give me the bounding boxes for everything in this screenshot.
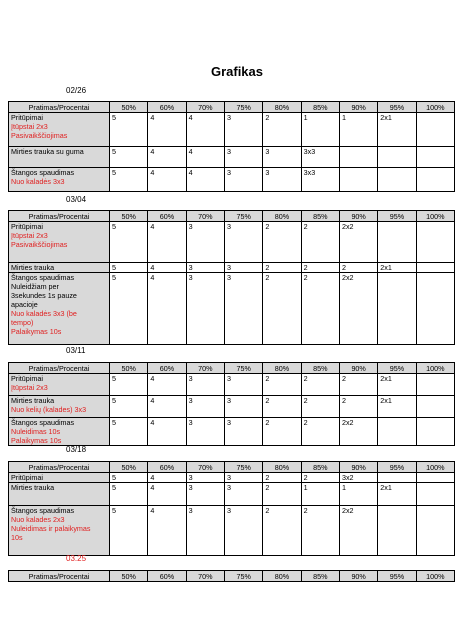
value-cell: 2 [263,263,301,273]
exercise-cell [9,374,110,396]
exercise-cell [9,418,110,446]
header-percent: 60% [148,211,186,222]
value-cell: 5 [110,506,148,556]
value-cell: 1 [339,113,377,147]
exercise-note: Įtūpstai 2x3 [11,383,48,392]
exercise-cell [9,396,110,418]
value-cell: 2 [339,396,377,418]
value-cell: 1 [301,483,339,506]
value-cell [416,273,454,345]
value-cell: 3 [186,483,224,506]
section-date: 03/18 [66,445,87,454]
exercise-note: Pasivaikščiojimas [11,131,68,140]
exercise-name: Mirties trauka [11,483,55,492]
header-percent: 50% [110,462,148,473]
value-cell: 5 [110,374,148,396]
exercise-name: Pritūpimai [11,113,43,122]
exercise-cell [9,147,110,168]
value-cell: 3 [224,506,262,556]
value-cell [416,147,454,168]
value-cell: 5 [110,113,148,147]
header-percent: 95% [378,462,416,473]
header-percent: 85% [301,102,339,113]
value-cell: 3x3 [301,168,339,192]
section-date: 03/04 [66,195,87,204]
header-row [9,363,455,374]
value-cell [416,473,454,483]
exercise-cell [9,273,110,345]
header-percent: 80% [263,102,301,113]
value-cell: 2 [263,273,301,345]
table-row [9,263,455,273]
header-percent: 70% [186,211,224,222]
header-percent: 75% [224,102,262,113]
header-row [9,462,455,473]
header-percent: 75% [224,462,262,473]
header-percent: 90% [339,571,377,582]
value-cell: 2 [301,506,339,556]
header-percent: 80% [263,363,301,374]
header-percent: 90% [339,102,377,113]
exercise-note: Palaikymas 10s [11,327,62,336]
value-cell: 2 [263,483,301,506]
workout-table [8,362,455,446]
value-cell: 3 [224,396,262,418]
value-cell: 5 [110,273,148,345]
exercise-note: Nuo kelių (kalades) 3x3 [11,405,87,414]
value-cell: 3x3 [301,147,339,168]
value-cell: 2x2 [339,222,377,263]
value-cell [416,506,454,556]
value-cell: 2 [263,222,301,263]
exercise-note: Nuleidimas 10s [11,427,61,436]
value-cell [378,168,416,192]
header-percent: 90% [339,211,377,222]
value-cell: 3 [186,374,224,396]
value-cell: 1 [339,483,377,506]
header-percent: 85% [301,211,339,222]
exercise-name: Pritūpimai [11,222,43,231]
table-row [9,168,455,192]
value-cell: 5 [110,222,148,263]
value-cell: 4 [186,168,224,192]
value-cell: 2x1 [378,113,416,147]
table-row [9,473,455,483]
exercise-name: Mirties trauka su guma [11,147,84,156]
value-cell: 2 [263,396,301,418]
header-percent: 85% [301,462,339,473]
exercise-note: Nuleidimas ir palaikymas [11,524,91,533]
value-cell: 2 [263,418,301,446]
value-cell: 3 [186,273,224,345]
value-cell [339,168,377,192]
exercise-cell [9,113,110,147]
header-percent: 80% [263,462,301,473]
table-row [9,147,455,168]
value-cell: 5 [110,483,148,506]
exercise-cell [9,222,110,263]
header-percent: 60% [148,462,186,473]
header-percent: 70% [186,363,224,374]
value-cell: 2x2 [339,418,377,446]
value-cell: 5 [110,147,148,168]
value-cell: 4 [148,263,186,273]
header-percent: 95% [378,211,416,222]
header-percent: 100% [416,571,454,582]
header-row [9,102,455,113]
workout-table [8,570,455,582]
value-cell: 3 [224,418,262,446]
value-cell: 2 [301,418,339,446]
workout-table [8,461,455,556]
header-exercise: Pratimas/Procentai [9,102,110,113]
value-cell: 3 [263,147,301,168]
header-percent: 50% [110,211,148,222]
value-cell: 3 [186,473,224,483]
exercise-note: Pasivaikščiojimas [11,240,68,249]
value-cell: 2x2 [339,273,377,345]
value-cell: 3 [224,168,262,192]
value-cell: 4 [148,483,186,506]
header-percent: 70% [186,462,224,473]
header-percent: 95% [378,571,416,582]
value-cell: 2x1 [378,483,416,506]
exercise-name: Štangos spaudimas [11,506,75,515]
section-date: 03.25 [66,554,87,563]
exercise-name: Pritūpimai [11,374,43,383]
exercise-name: Mirties trauka [11,396,55,405]
value-cell [378,418,416,446]
exercise-note: Nuo kalades 2x3 [11,515,65,524]
value-cell: 5 [110,168,148,192]
header-row [9,571,455,582]
table-row [9,222,455,263]
value-cell [416,263,454,273]
header-percent: 100% [416,211,454,222]
page-title: Grafikas [210,64,264,79]
value-cell: 3 [224,222,262,263]
exercise-note: tempo) [11,318,34,327]
value-cell: 2 [301,222,339,263]
section-date: 02/26 [66,86,87,95]
header-percent: 85% [301,571,339,582]
value-cell: 3 [224,483,262,506]
exercise-cell [9,263,110,273]
value-cell: 4 [148,506,186,556]
value-cell: 2 [339,374,377,396]
value-cell: 3 [263,168,301,192]
exercise-note: Nuo kaladės 3x3 (be [11,309,77,318]
value-cell: 2 [301,473,339,483]
value-cell [416,222,454,263]
table-row [9,273,455,345]
exercise-cell [9,168,110,192]
header-percent: 70% [186,102,224,113]
exercise-name: Nuleidžiam per [11,282,59,291]
exercise-name: apacioje [11,300,38,309]
value-cell: 4 [186,147,224,168]
value-cell [378,147,416,168]
exercise-name: Mirties trauka [11,263,55,272]
header-percent: 75% [224,363,262,374]
exercise-name: 3sekundes 1s pauze [11,291,77,300]
value-cell: 3 [186,418,224,446]
header-percent: 100% [416,102,454,113]
value-cell: 3 [224,113,262,147]
value-cell: 4 [148,374,186,396]
value-cell: 5 [110,263,148,273]
value-cell: 2 [263,374,301,396]
table-row [9,396,455,418]
value-cell: 2 [301,374,339,396]
value-cell [378,506,416,556]
value-cell [416,483,454,506]
value-cell [416,418,454,446]
value-cell: 3x2 [339,473,377,483]
header-exercise: Pratimas/Procentai [9,462,110,473]
value-cell: 2x1 [378,374,416,396]
header-percent: 90% [339,363,377,374]
header-percent: 50% [110,571,148,582]
section-date: 03/11 [66,346,86,355]
value-cell: 4 [148,113,186,147]
exercise-name: Štangos spaudimas [11,418,75,427]
exercise-cell [9,473,110,483]
value-cell: 2 [263,473,301,483]
value-cell: 4 [148,418,186,446]
value-cell: 1 [301,113,339,147]
header-percent: 75% [224,211,262,222]
exercise-cell [9,483,110,506]
value-cell: 3 [186,222,224,263]
workout-table [8,101,455,192]
workout-table [8,210,455,345]
header-percent: 60% [148,363,186,374]
header-percent: 75% [224,571,262,582]
header-exercise: Pratimas/Procentai [9,571,110,582]
exercise-note: Palaikymas 10s [11,436,62,445]
value-cell: 4 [148,396,186,418]
value-cell: 2 [339,263,377,273]
value-cell [378,473,416,483]
table-row [9,418,455,446]
value-cell [416,168,454,192]
value-cell: 2 [263,113,301,147]
value-cell [416,396,454,418]
value-cell: 3 [186,506,224,556]
table-row [9,374,455,396]
exercise-name: Štangos spaudimas [11,168,75,177]
value-cell: 2x1 [378,396,416,418]
value-cell: 4 [148,168,186,192]
header-percent: 60% [148,102,186,113]
header-percent: 60% [148,571,186,582]
exercise-name: Štangos spaudimas [11,273,75,282]
value-cell: 2 [301,263,339,273]
header-percent: 85% [301,363,339,374]
value-cell: 3 [224,473,262,483]
header-percent: 80% [263,211,301,222]
value-cell: 4 [148,222,186,263]
exercise-name: Pritūpimai [11,473,43,482]
value-cell: 2x2 [339,506,377,556]
value-cell: 5 [110,473,148,483]
value-cell: 2x1 [378,263,416,273]
header-percent: 50% [110,102,148,113]
value-cell [416,374,454,396]
value-cell [378,273,416,345]
header-percent: 70% [186,571,224,582]
value-cell: 4 [148,147,186,168]
table-row [9,506,455,556]
exercise-note: Įtūpstai 2x3 [11,122,48,131]
value-cell: 3 [224,273,262,345]
value-cell: 4 [186,113,224,147]
header-percent: 95% [378,102,416,113]
header-exercise: Pratimas/Procentai [9,211,110,222]
table-row [9,113,455,147]
value-cell: 3 [224,263,262,273]
value-cell: 3 [224,374,262,396]
value-cell: 5 [110,396,148,418]
table-row [9,483,455,506]
value-cell: 2 [263,506,301,556]
value-cell: 2 [301,396,339,418]
value-cell: 3 [186,263,224,273]
value-cell [378,222,416,263]
value-cell [339,147,377,168]
value-cell: 2 [301,273,339,345]
exercise-note: Nuo kaladės 3x3 [11,177,65,186]
header-percent: 100% [416,363,454,374]
header-row [9,211,455,222]
value-cell: 4 [148,473,186,483]
value-cell: 4 [148,273,186,345]
exercise-cell [9,506,110,556]
exercise-note: 10s [11,533,23,542]
value-cell: 3 [186,396,224,418]
value-cell [416,113,454,147]
header-percent: 90% [339,462,377,473]
header-percent: 100% [416,462,454,473]
header-exercise: Pratimas/Procentai [9,363,110,374]
header-percent: 80% [263,571,301,582]
value-cell: 3 [224,147,262,168]
header-percent: 50% [110,363,148,374]
header-percent: 95% [378,363,416,374]
exercise-note: Įtūpstai 2x3 [11,231,48,240]
value-cell: 5 [110,418,148,446]
